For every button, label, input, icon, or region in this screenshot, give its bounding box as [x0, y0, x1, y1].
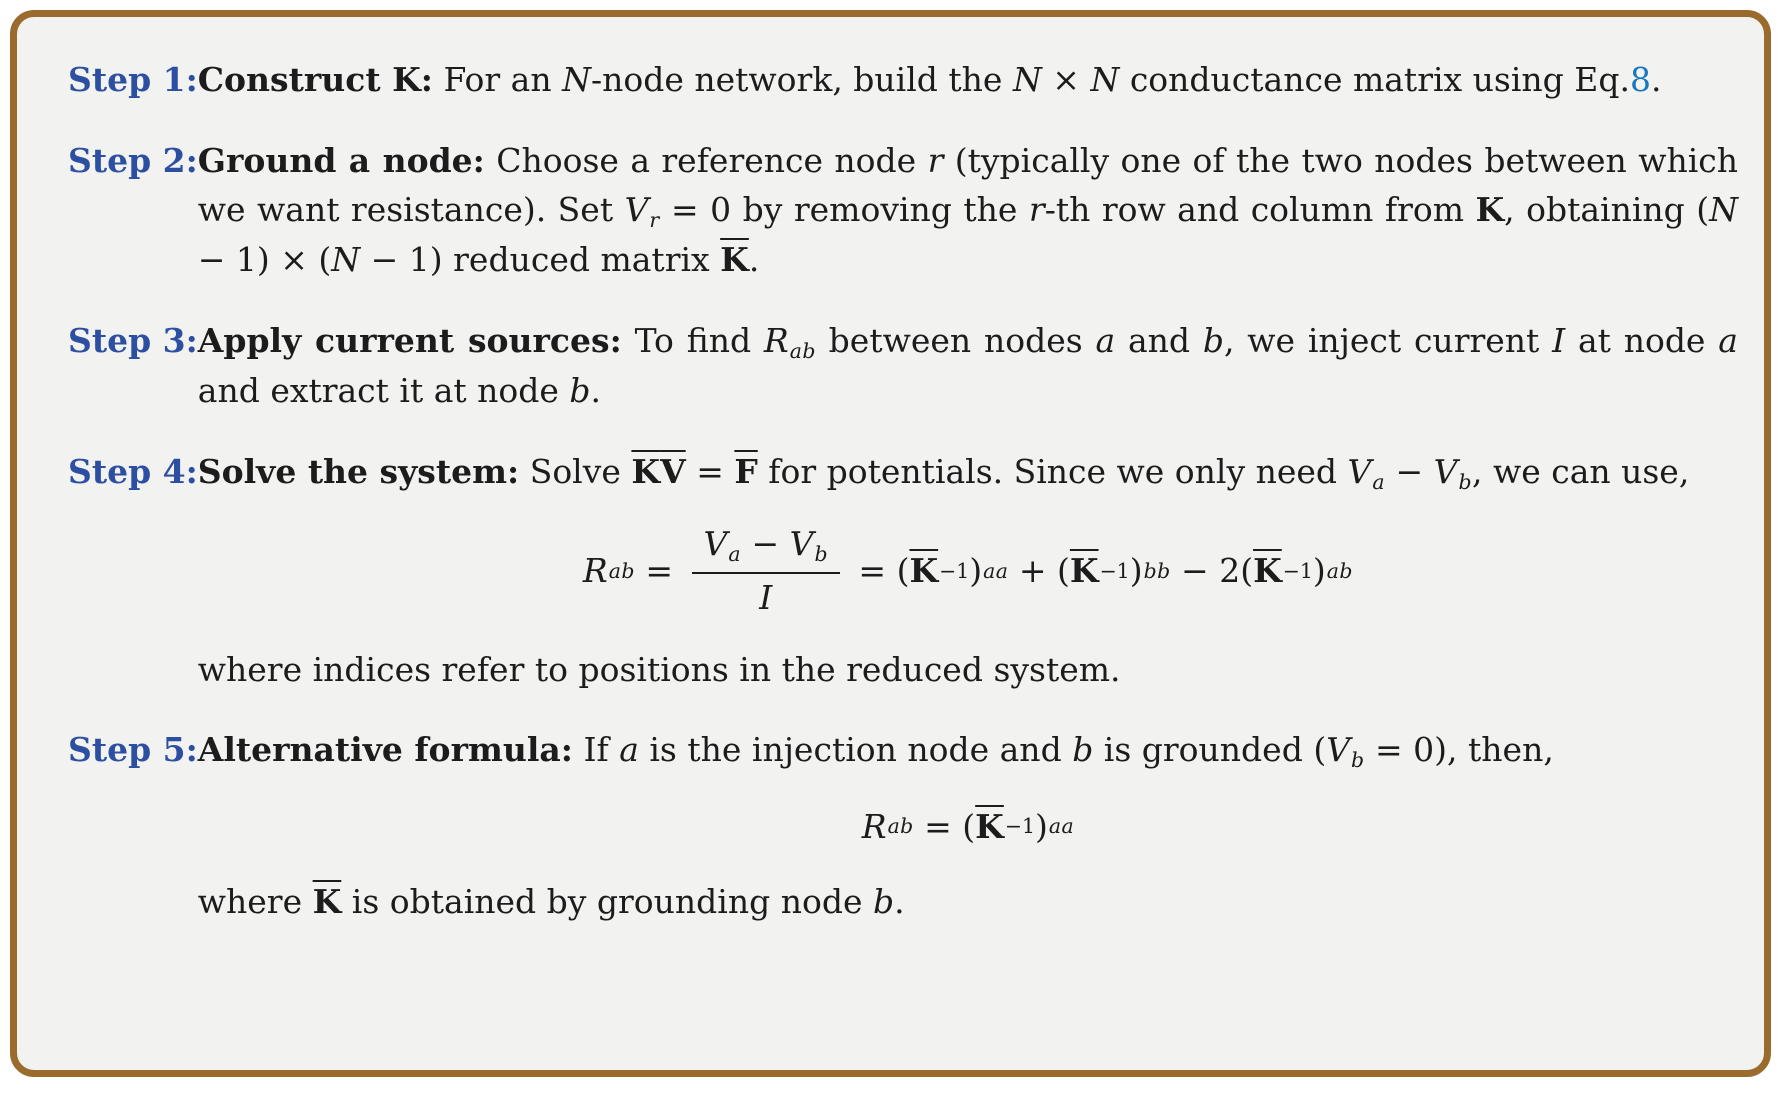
text-segment: N	[1090, 60, 1120, 99]
text-segment: .	[748, 240, 760, 280]
text-segment: = 0 by removing the	[659, 190, 1029, 229]
text-segment: − 2(	[1170, 551, 1254, 591]
text-segment: $\overline{K}$	[975, 806, 1004, 846]
text-segment: $\overline{V}$	[660, 451, 686, 491]
step-2-label: Step 2:	[68, 140, 198, 180]
step-1-content	[198, 55, 1738, 105]
text-segment: -th row and column from	[1044, 190, 1476, 229]
text-segment: bb	[1143, 558, 1171, 583]
text-segment: = (	[847, 551, 910, 591]
text-segment: , we can use,	[1471, 451, 1690, 491]
text-segment: N	[331, 240, 361, 280]
text-segment: $\overline{K}$	[720, 240, 749, 280]
text-segment: b	[873, 882, 895, 922]
resistance-equation-full	[198, 523, 1738, 619]
text-segment: where indices refer to positions in the reduced system.	[197, 649, 1121, 689]
text-segment: r	[1028, 190, 1045, 229]
text-segment: V	[789, 524, 814, 564]
text-segment: For an	[432, 60, 563, 99]
text-segment: V	[1433, 451, 1458, 491]
text-segment: R	[763, 320, 789, 360]
text-segment: + (	[1008, 551, 1070, 591]
text-segment: a	[1095, 320, 1116, 360]
step-5-text	[198, 725, 1738, 775]
text-segment: , obtaining (	[1504, 190, 1710, 229]
text-segment: r	[927, 140, 944, 180]
text-segment: , we inject current	[1223, 320, 1553, 360]
step-4-note	[198, 645, 1738, 695]
text-segment: R	[861, 806, 887, 846]
text-segment: r	[649, 207, 660, 232]
text-segment: −	[740, 524, 790, 564]
text-segment: V	[624, 190, 649, 229]
text-segment: Construct K:	[197, 60, 433, 99]
text-segment: where	[197, 882, 313, 922]
text-segment: V	[703, 524, 728, 564]
text-segment: V	[1347, 451, 1372, 491]
text-segment: −1	[1004, 814, 1035, 838]
equation-ref-link[interactable]: 8	[1629, 60, 1651, 99]
text-segment: conductance matrix using Eq.	[1119, 60, 1630, 99]
text-segment: = (	[913, 806, 976, 846]
text-segment: between nodes	[815, 320, 1096, 360]
text-segment: aa	[1048, 814, 1075, 838]
step-5-note	[198, 877, 1738, 927]
text-segment: )	[1312, 551, 1326, 591]
fraction-denominator	[759, 574, 772, 618]
text-segment: and	[1115, 320, 1203, 360]
step-5-label: Step 5:	[68, 730, 198, 770]
text-segment: $\overline{K}$	[1069, 551, 1099, 591]
resistance-equation-alt	[198, 802, 1738, 852]
text-segment: −1	[1282, 558, 1313, 583]
text-segment: a	[1372, 469, 1385, 494]
text-segment: .	[894, 882, 905, 922]
text-segment: for potentials. Since we only need	[757, 451, 1348, 491]
equation-lhs	[583, 546, 684, 596]
text-segment: )	[969, 551, 983, 591]
text-segment: a	[728, 541, 741, 566]
step-4-label: Step 4:	[68, 451, 198, 491]
text-segment: b	[1202, 320, 1224, 360]
text-segment: ab	[887, 814, 914, 838]
text-segment: − 1) reduced matrix	[360, 240, 721, 280]
text-segment: b	[569, 371, 591, 411]
text-segment: -node network, build the	[590, 60, 1013, 99]
text-segment: b	[1458, 469, 1472, 494]
text-segment: $\overline{K}$	[631, 451, 661, 491]
text-segment: V	[1326, 730, 1351, 770]
fraction-numerator	[692, 523, 840, 574]
text-segment: − 1) × (	[197, 240, 332, 280]
text-segment: N	[1709, 190, 1739, 229]
text-segment: )	[1035, 806, 1048, 846]
text-segment: b	[1351, 747, 1365, 772]
text-segment: b	[1072, 730, 1094, 770]
step-3-content	[198, 316, 1738, 416]
text-segment: b	[814, 541, 828, 566]
page	[0, 10, 1781, 1097]
text-segment: ab	[789, 338, 816, 363]
text-segment: Solve	[519, 451, 632, 491]
text-segment: −	[1384, 451, 1434, 491]
text-segment: Choose a reference node	[484, 140, 928, 180]
text-segment: (typically one of the two nodes between which we want resistance). Set	[197, 140, 1738, 229]
text-segment: is grounded (	[1093, 730, 1327, 770]
text-segment: K	[1475, 190, 1505, 229]
step-5	[68, 725, 1738, 926]
text-segment: )	[1129, 551, 1143, 591]
text-segment: a	[619, 730, 639, 770]
text-segment: I	[759, 578, 773, 618]
text-segment: N	[1012, 60, 1042, 99]
text-segment: −1	[1099, 558, 1130, 583]
step-5-content	[198, 725, 1738, 926]
text-segment: −1	[939, 558, 970, 583]
text-segment: =	[685, 451, 735, 491]
text-segment: .	[590, 371, 602, 411]
step-3-text	[198, 316, 1738, 416]
step-2-content	[198, 136, 1738, 285]
text-segment: R	[582, 551, 608, 591]
equation-alt-body	[862, 802, 1074, 852]
text-segment: If	[572, 730, 620, 770]
text-segment: ×	[1041, 60, 1091, 99]
text-segment: $\overline{F}$	[734, 451, 758, 491]
text-segment: Apply current sources:	[197, 320, 622, 360]
step-3-label: Step 3:	[68, 320, 198, 360]
step-1-text	[198, 55, 1738, 105]
step-2-text	[198, 136, 1738, 285]
text-segment: is obtained by grounding node	[341, 882, 873, 922]
text-segment: is the injection node and	[638, 730, 1073, 770]
text-segment: = 0), then,	[1364, 730, 1554, 770]
text-segment: a	[1718, 320, 1738, 360]
text-segment: Solve the system:	[197, 451, 520, 491]
text-segment: and extract it at node	[197, 371, 570, 411]
step-4	[68, 447, 1738, 694]
text-segment: To find	[621, 320, 764, 360]
text-segment: aa	[983, 558, 1009, 583]
text-segment: =	[634, 551, 684, 591]
text-segment: $\overline{K}$	[312, 882, 342, 922]
text-segment: at node	[1565, 320, 1719, 360]
step-4-text	[198, 447, 1738, 497]
text-segment: I	[1552, 320, 1566, 360]
fraction	[692, 523, 840, 619]
step-2	[68, 136, 1738, 285]
step-4-content	[198, 447, 1738, 694]
text-segment: Ground a node:	[197, 140, 485, 180]
step-1	[68, 55, 1738, 105]
step-3	[68, 316, 1738, 416]
step-1-label: Step 1:	[68, 60, 198, 99]
equation-rhs	[848, 546, 1353, 596]
text-segment: ab	[1326, 558, 1353, 583]
text-segment: .	[1650, 60, 1662, 99]
text-segment: Alternative formula:	[197, 730, 573, 770]
text-segment: N	[562, 60, 591, 99]
text-segment: ab	[608, 558, 635, 583]
text-segment: $\overline{K}$	[1253, 551, 1282, 591]
text-segment: $\overline{K}$	[909, 551, 939, 591]
algorithm-box	[10, 10, 1771, 1077]
